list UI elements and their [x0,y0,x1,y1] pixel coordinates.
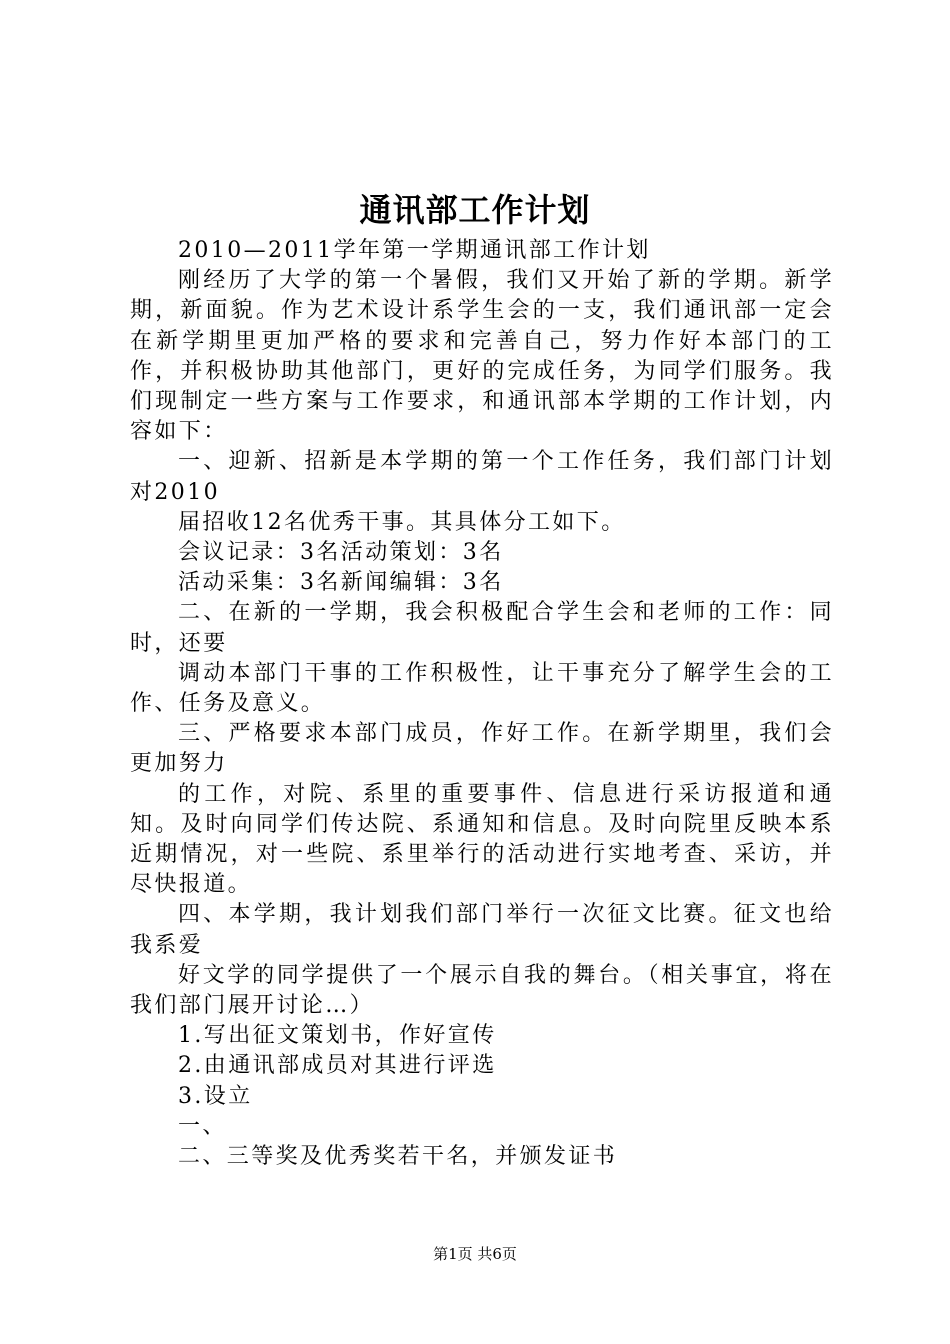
paragraph-roles-b: 活动采集：3名新闻编辑：3名 [178,570,504,596]
document-title: 通讯部工作计划 [359,191,591,229]
list-item-2: 2.由通讯部成员对其进行评选 [178,1053,497,1079]
document-body [130,236,834,1172]
paragraph-item-2-cont: 调动本部门干事的工作积极性，让干事充分了解学生会的工作、任务及意义。 [130,660,834,717]
paragraph-subtitle: 2010—2011学年第一学期通讯部工作计划 [178,238,651,263]
list-item-3: 3.设立 [178,1083,253,1109]
paragraph-item-1: 一、迎新、招新是本学期的第一个工作任务，我们部门计划对2010 [130,449,834,505]
list-item-3-sub-1: 一、 [178,1113,227,1139]
paragraph-item-4-cont: 好文学的同学提供了一个展示自我的舞台。（相关事宜，将在我们部门展开讨论…） [130,962,834,1019]
page-number: 第1页 共6页 [433,1245,517,1263]
list-item-1: 1.写出征文策划书，作好宣传 [178,1023,497,1049]
paragraph-intro: 刚经历了大学的第一个暑假，我们又开始了新的学期。新学期，新面貌。作为艺术设计系学生会的一支，我们通讯部一定会在新学期里更加严格的要求和完善自己，努力作好本部门的工作，并积极协助其他部门，更好的完成任务，为同学们服务。我们现制定一些方案与工作要求，和通讯部本学期的工作计划，内容如下： [130,268,834,445]
paragraph-item-4: 四、本学期，我计划我们部门举行一次征文比赛。征文也给我系爱 [130,902,834,958]
list-item-3-sub-2: 二、三等奖及优秀奖若干名，并颁发证书 [178,1144,618,1170]
paragraph-item-3-cont: 的工作，对院、系里的重要事件、信息进行采访报道和通知。及时向同学们传达院、系通知和信息。及时向院里反映本系近期情况，对一些院、系里举行的活动进行实地考查、采访，并尽快报道。 [130,781,834,898]
paragraph-item-3: 三、严格要求本部门成员，作好工作。在新学期里，我们会更加努力 [130,721,834,777]
paragraph-item-1-cont: 届招收12名优秀干事。其具体分工如下。 [178,509,626,535]
paragraph-roles-a: 会议记录：3名活动策划：3名 [178,540,504,566]
paragraph-item-2: 二、在新的一学期，我会积极配合学生会和老师的工作：同时，还要 [130,600,834,656]
